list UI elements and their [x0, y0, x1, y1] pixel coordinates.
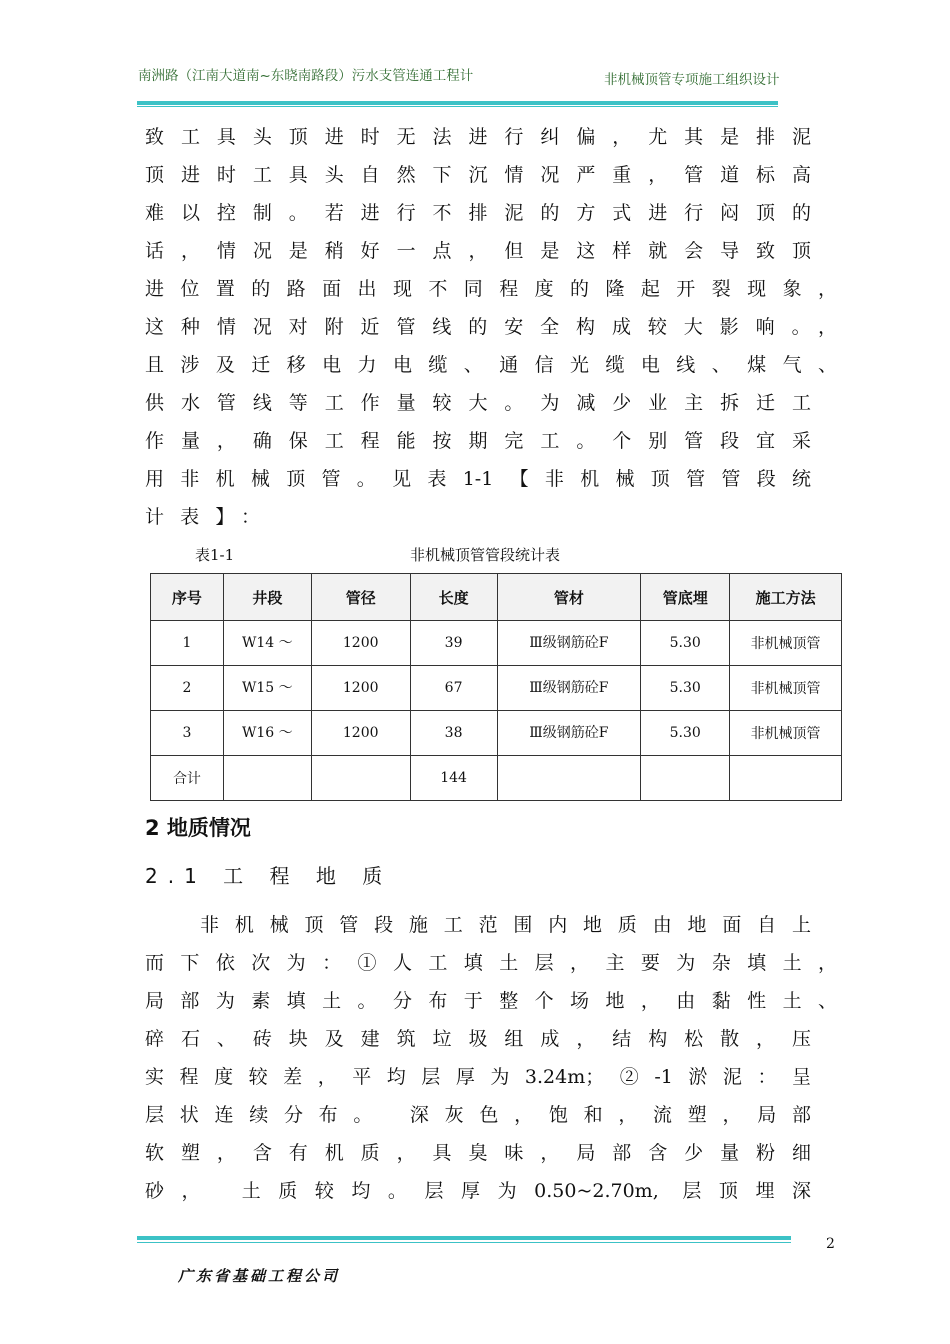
text-line: 软塑，含有机质，具臭味，局部含少量粉细 [145, 1142, 811, 1164]
text-line: 顶进时工具头自然下沉情况严重，管道标高 [145, 164, 811, 186]
cell-material: Ⅲ级钢筋砼F [529, 680, 609, 696]
text-line: 计表】： [145, 506, 260, 528]
cell-total-label: 合计 [151, 756, 224, 801]
section-heading: 2 地质情况 [145, 816, 251, 840]
cell-method: 非机械顶管 [730, 711, 842, 756]
table-row [151, 711, 842, 756]
cell-diameter: 1200 [311, 666, 410, 711]
text-line: 进位置的路面出现不同程度的隆起开裂现象， [145, 278, 837, 300]
text-line: 且涉及迁移电力电缆、通信光缆电线、煤气、 [145, 354, 837, 376]
text-line: 致工具头顶进时无法进行纠偏，尤其是排泥 [145, 126, 811, 148]
col-header-method: 施工方法 [730, 574, 842, 621]
subsection-heading: 2.1 工 程 地 质 [145, 864, 393, 888]
cell-depth: 5.30 [641, 711, 730, 756]
header-project-title: 南洲路（江南大道南~东晓南路段）污水支管连通工程计 [138, 68, 474, 84]
text-line: 这种情况对附近管线的安全构成较大影响。， [145, 316, 837, 338]
cell-material: Ⅲ级钢筋砼F [529, 635, 609, 651]
text-line: 局部为素填土。分布于整个场地，由黏性土、 [145, 990, 837, 1012]
cell-section: W16 ～ [241, 725, 293, 741]
cell-diameter: 1200 [311, 621, 410, 666]
header-document-title: 非机械顶管专项施工组织设计 [604, 72, 780, 88]
col-header-section: 井段 [223, 574, 311, 621]
cell-length: 39 [410, 621, 497, 666]
text-line: 层状连续分布。 深灰色，饱和，流塑，局部 [145, 1104, 811, 1126]
header-rule [137, 101, 778, 105]
text-line: 难以控制。若进行不排泥的方式进行闷顶的 [145, 202, 811, 224]
cell-method: 非机械顶管 [730, 621, 842, 666]
text-line: 而下依次为：①人工填土层，主要为杂填土， [145, 952, 837, 974]
footer-rule [137, 1236, 791, 1240]
company-name: 广东省基础工程公司 [178, 1267, 341, 1285]
col-header-length: 长度 [410, 574, 497, 621]
cell-total-length: 144 [410, 756, 497, 801]
cell-no: 1 [151, 621, 224, 666]
cell-no: 3 [151, 711, 224, 756]
footer-rule-thin [137, 1242, 791, 1243]
cell-length: 67 [410, 666, 497, 711]
cell-length: 38 [410, 711, 497, 756]
text-line: 作量，确保工程能按期完工。个别管段宜采 [145, 430, 811, 452]
col-header-no: 序号 [151, 574, 224, 621]
text-line: 砂， 土质较均。层厚为0.50~2.70m, 层顶埋深 [145, 1180, 811, 1202]
text-line: 碎石、砖块及建筑垃圾组成，结构松散，压 [145, 1028, 811, 1050]
text-line: 话，情况是稍好一点，但是这样就会导致顶 [145, 240, 811, 262]
text-line: 供水管线等工作量较大。为减少业主拆迁工 [145, 392, 811, 414]
col-header-diameter: 管径 [311, 574, 410, 621]
cell-no: 2 [151, 666, 224, 711]
table-header-row [151, 574, 842, 621]
cell-section: W15 ～ [241, 680, 293, 696]
table-total-row [151, 756, 842, 801]
pipe-section-table [150, 573, 842, 801]
col-header-depth: 管底埋 [641, 574, 730, 621]
col-header-material: 管材 [497, 574, 641, 621]
cell-material: Ⅲ级钢筋砼F [529, 725, 609, 741]
text-line: 非机械顶管段施工范围内地质由地面自上 [200, 914, 811, 936]
table-row [151, 666, 842, 711]
text-line: 实程度较差，平均层厚为3.24m；②-1淤泥：呈 [145, 1066, 811, 1088]
table-row [151, 621, 842, 666]
table-caption-title: 非机械顶管管段统计表 [410, 546, 561, 564]
page-number: 2 [826, 1236, 835, 1252]
cell-section: W14 ～ [241, 635, 293, 651]
text-line: 用非机械顶管。见表1-1【非机械顶管管段统 [145, 468, 811, 490]
cell-method: 非机械顶管 [730, 666, 842, 711]
cell-depth: 5.30 [641, 666, 730, 711]
table-caption-label: 表1-1 [195, 546, 235, 564]
cell-depth: 5.30 [641, 621, 730, 666]
header-rule-thin [137, 106, 778, 107]
cell-diameter: 1200 [311, 711, 410, 756]
